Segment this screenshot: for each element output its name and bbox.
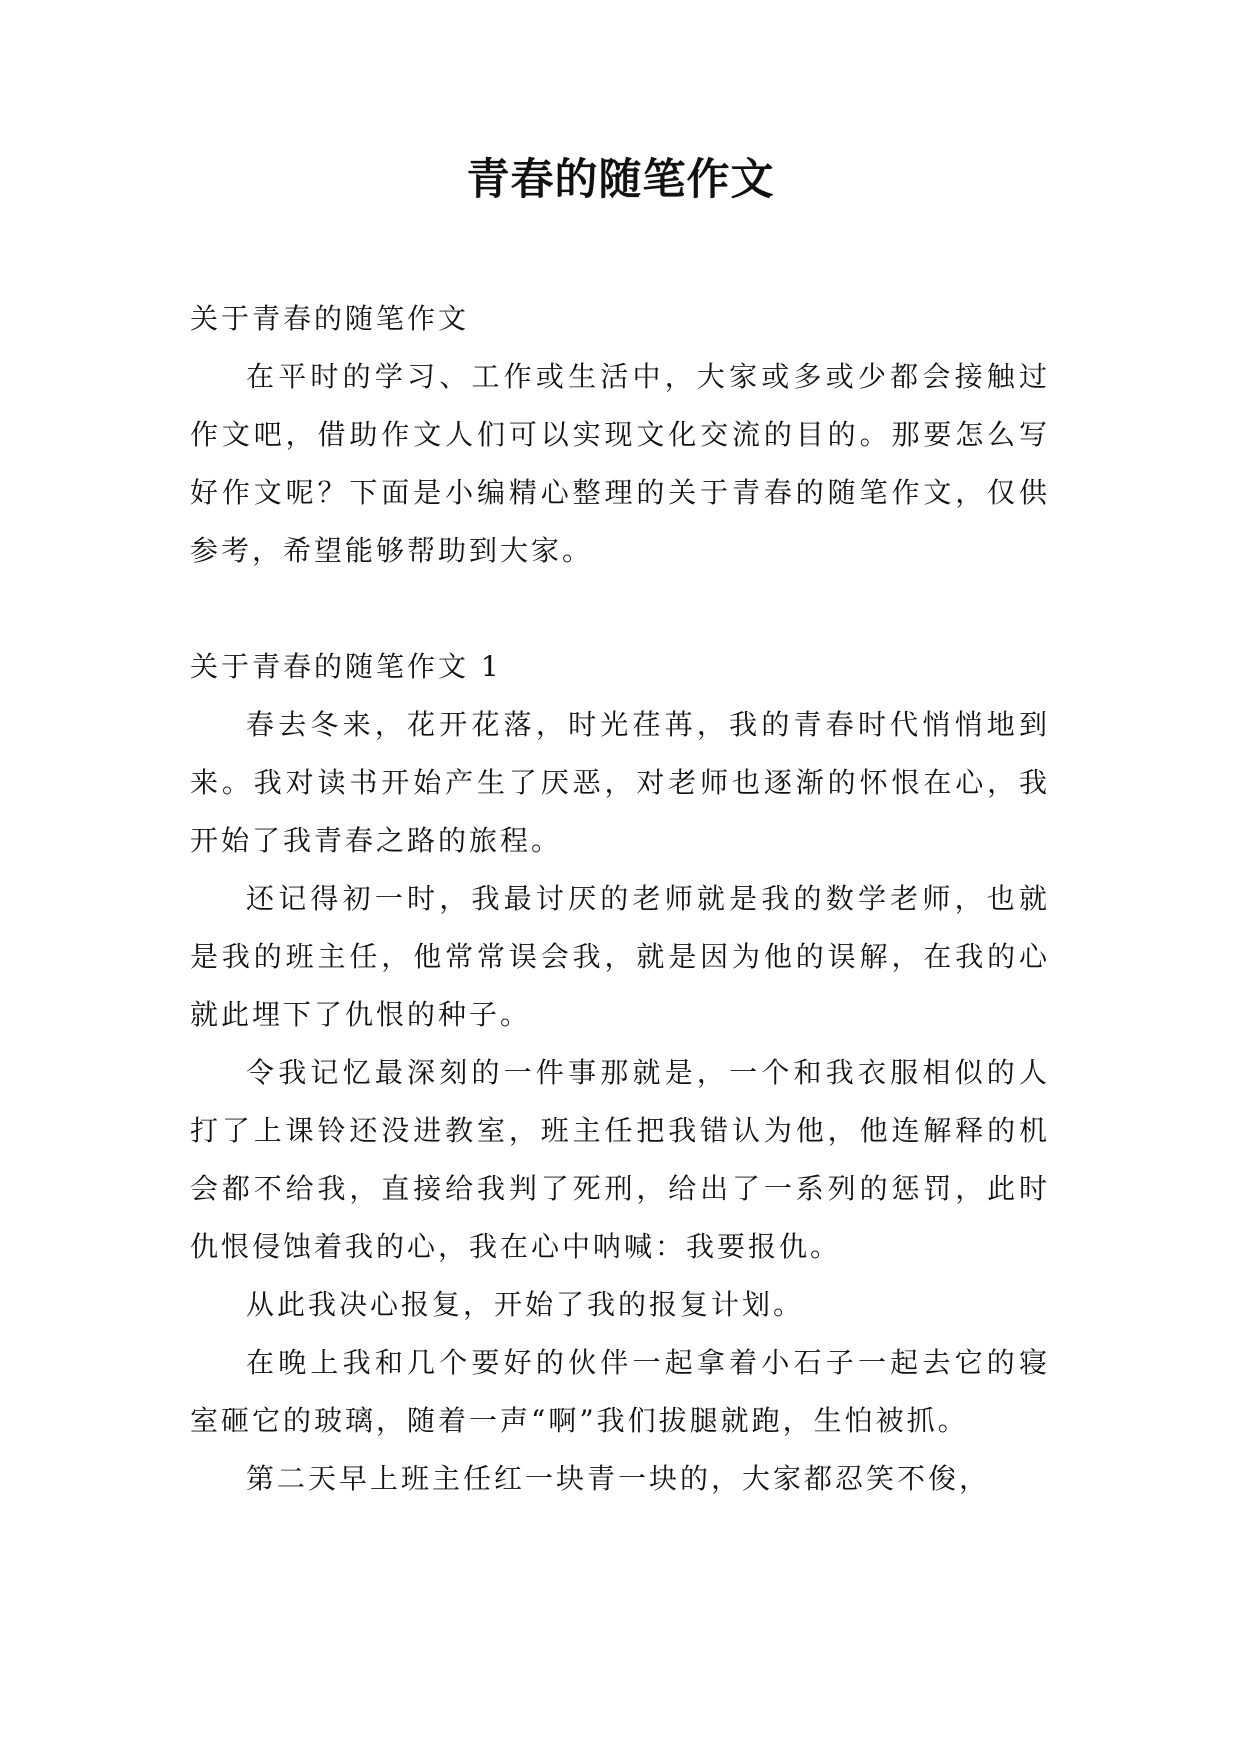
section1-paragraph: 春去冬来，花开花落，时光荏苒，我的青春时代悄悄地到来。我对读书开始产生了厌恶，对老师也逐渐的怀恨在心，我开始了我青春之路的旅程。 <box>190 708 1050 857</box>
section1-paragraph: 在晚上我和几个要好的伙伴一起拿着小石子一起去它的寝室砸它的玻璃，随着一声“啊”我们拔腿就跑，生怕被抓。 <box>190 1346 1050 1437</box>
page-title: 青春的随笔作文 <box>466 155 775 205</box>
intro-heading: 关于青春的随笔作文 <box>190 302 470 335</box>
section1-heading: 关于青春的随笔作文 1 <box>190 650 502 683</box>
section-spacer <box>190 580 1050 638</box>
intro-paragraph: 在平时的学习、工作或生活中，大家或多或少都会接触过作文吧，借助作文人们可以实现文化交流的目的。那要怎么写好作文呢？下面是小编精心整理的关于青春的随笔作文，仅供参考，希望能够帮助到大家。 <box>190 360 1050 567</box>
section1-paragraph: 令我记忆最深刻的一件事那就是，一个和我衣服相似的人打了上课铃还没进教室，班主任把我错认为他，他连解释的机会都不给我，直接给我判了死刑，给出了一系列的惩罚，此时仇恨侵蚀着我的心，我在心中呐喊：我要报仇。 <box>190 1056 1050 1263</box>
section1-paragraph: 第二天早上班主任红一块青一块的，大家都忍笑不俊， <box>246 1462 991 1495</box>
section1-paragraph: 从此我决心报复，开始了我的报复计划。 <box>246 1288 805 1321</box>
document-body <box>190 290 1050 1508</box>
section1-paragraph: 还记得初一时，我最讨厌的老师就是我的数学老师，也就是我的班主任，他常常误会我，就是因为他的误解，在我的心就此埋下了仇恨的种子。 <box>190 882 1050 1031</box>
